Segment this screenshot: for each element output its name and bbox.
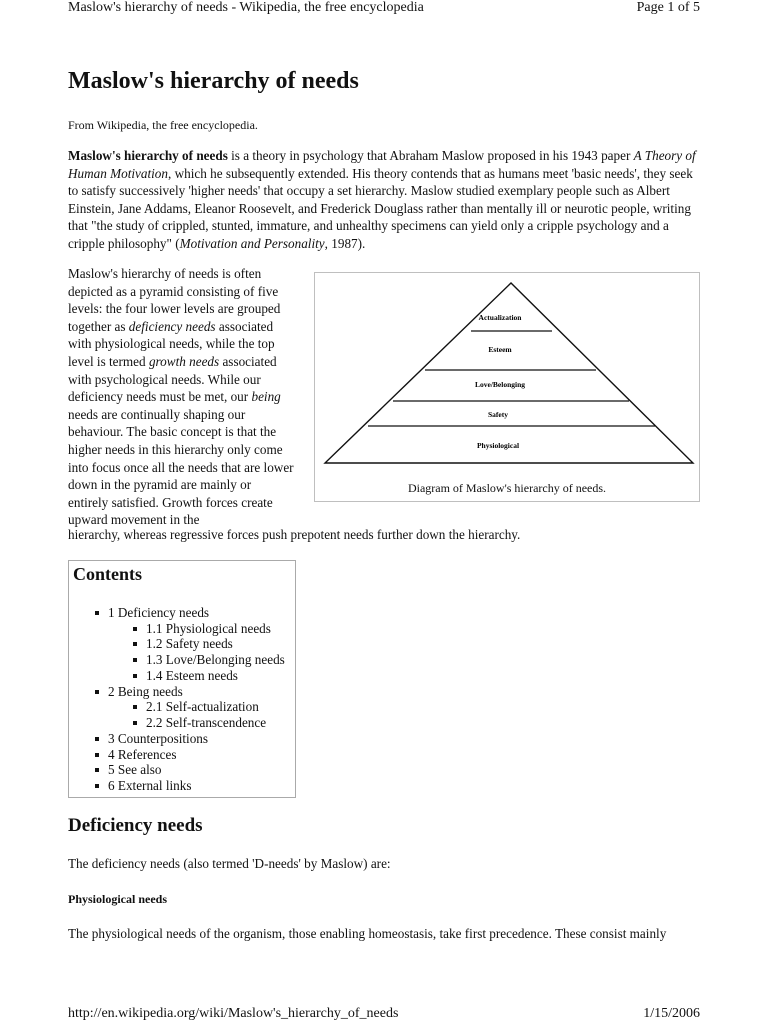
toc-link[interactable]: 1.4 Esteem needs <box>146 668 238 683</box>
toc-item-1[interactable] <box>95 605 209 621</box>
toc-link[interactable]: 6 External links <box>108 778 192 793</box>
toc-link[interactable]: 2 Being needs <box>108 684 183 699</box>
pyramid-text-2: associated with physiological needs, while the top level is termed <box>68 318 275 369</box>
level-love-belonging: Love/Belonging <box>474 380 526 389</box>
subsection-heading-physiological: Physiological needs <box>68 892 168 906</box>
source-line: From Wikipedia, the free encyclopedia. <box>68 118 258 132</box>
pyramid-diagram <box>315 273 699 473</box>
pyramid-outline <box>325 283 693 463</box>
intro-bold-lead: Maslow's hierarchy of needs <box>68 148 228 163</box>
toc-link[interactable]: 3 Counterpositions <box>108 731 209 746</box>
being-term: being <box>251 389 281 405</box>
intro-text-1: is a theory in psychology that Abraham Maslow proposed in his 1943 paper <box>227 148 634 163</box>
toc-link[interactable]: 2.2 Self-transcendence <box>146 715 267 730</box>
growth-needs-term: growth needs <box>148 353 220 369</box>
level-actualization: Actualization <box>478 313 522 322</box>
hierarchy-figure <box>314 272 700 502</box>
bullet-icon <box>95 737 99 741</box>
print-date: 1/15/2006 <box>643 1006 700 1021</box>
toc-item-1-2[interactable] <box>133 636 233 652</box>
bullet-icon <box>95 690 99 694</box>
pyramid-text-1: Maslow's hierarchy of needs is often depicted as a pyramid consisting of five levels: the four lower levels are grouped together as <box>68 266 281 334</box>
bullet-icon <box>133 674 137 678</box>
level-esteem: Esteem <box>488 345 512 354</box>
bullet-icon <box>133 705 137 709</box>
toc-item-1-4[interactable] <box>133 668 238 684</box>
toc-item-3[interactable] <box>95 731 208 747</box>
toc-title: Contents <box>73 564 143 584</box>
toc-item-1-1[interactable] <box>133 621 271 637</box>
page-number: Page 1 of 5 <box>636 0 700 15</box>
bullet-icon <box>95 753 99 757</box>
bullet-icon <box>133 642 137 646</box>
bullet-icon <box>133 721 137 725</box>
intro-paragraph <box>68 147 702 253</box>
toc-item-2-2[interactable] <box>133 715 266 731</box>
toc-link[interactable]: 1 Deficiency needs <box>108 605 210 620</box>
bullet-icon <box>95 611 99 615</box>
table-of-contents <box>68 560 296 798</box>
pyramid-paragraph-last-line: hierarchy, whereas regressive forces push prepotent needs further down the hierarchy. <box>68 527 521 542</box>
level-safety: Safety <box>488 410 508 419</box>
toc-link[interactable]: 2.1 Self-actualization <box>146 699 259 714</box>
paper-title: A Theory of Human Motivation <box>68 148 696 181</box>
toc-item-1-3[interactable] <box>133 652 285 668</box>
toc-link[interactable]: 1.3 Love/Belonging needs <box>146 652 285 667</box>
page-url: http://en.wikipedia.org/wiki/Maslow's_hierarchy_of_needs <box>68 1006 399 1021</box>
section-intro: The deficiency needs (also termed 'D-needs' by Maslow) are: <box>68 856 391 871</box>
bullet-icon <box>95 768 99 772</box>
pyramid-text-3: associated with psychological needs. While our deficiency needs must be met, our <box>68 353 277 405</box>
toc-link[interactable]: 4 References <box>108 747 177 762</box>
section-heading-deficiency: Deficiency needs <box>68 815 203 836</box>
intro-text-2: , which he subsequently extended. His theory contends that as humans meet 'basic needs', they seek to satisfy successively 'higher needs' that occupy a set hierarchy. Maslow studied exemplary people such as Albert Einstein, Jane Addams, Eleanor Roosevelt, and Frederick Douglass rather than mentally ill or neurotic people, writing that "the study of crippled, stunted, immature, and unhealthy specimens can yield only a cripple psychology and a cripple philosophy" ( <box>68 165 693 251</box>
deficiency-needs-term: deficiency needs <box>128 318 216 334</box>
level-physiological: Physiological <box>476 441 520 450</box>
toc-link[interactable]: 1.1 Physiological needs <box>146 621 271 636</box>
book-title: Motivation and Personality <box>179 235 325 251</box>
toc-item-4[interactable] <box>95 747 176 763</box>
figure-caption: Diagram of Maslow's hierarchy of needs. <box>407 481 607 495</box>
toc-link[interactable]: 5 See also <box>108 762 162 777</box>
physiological-text: The physiological needs of the organism, those enabling homeostasis, take first precedence. These consist mainly <box>68 926 667 941</box>
bullet-icon <box>95 784 99 788</box>
bullet-icon <box>133 627 137 631</box>
toc-item-6[interactable] <box>95 778 192 794</box>
toc-item-2[interactable] <box>95 684 183 700</box>
pyramid-text-4: needs are continually shaping our behaviour. The basic concept is that the higher needs in this hierarchy only come into focus once all the needs that are lower down in the pyramid are mainly or entirely satisfied. Growth forces create upward movement in the <box>68 406 294 528</box>
toc-item-2-1[interactable] <box>133 699 259 715</box>
intro-text-3: , 1987). <box>324 235 366 251</box>
page-title: Maslow's hierarchy of needs <box>68 68 359 94</box>
toc-link[interactable]: 1.2 Safety needs <box>146 636 233 651</box>
toc-item-5[interactable] <box>95 762 161 778</box>
bullet-icon <box>133 658 137 662</box>
page-header-title: Maslow's hierarchy of needs - Wikipedia, the free encyclopedia <box>68 0 424 15</box>
pyramid-paragraph <box>68 265 294 529</box>
